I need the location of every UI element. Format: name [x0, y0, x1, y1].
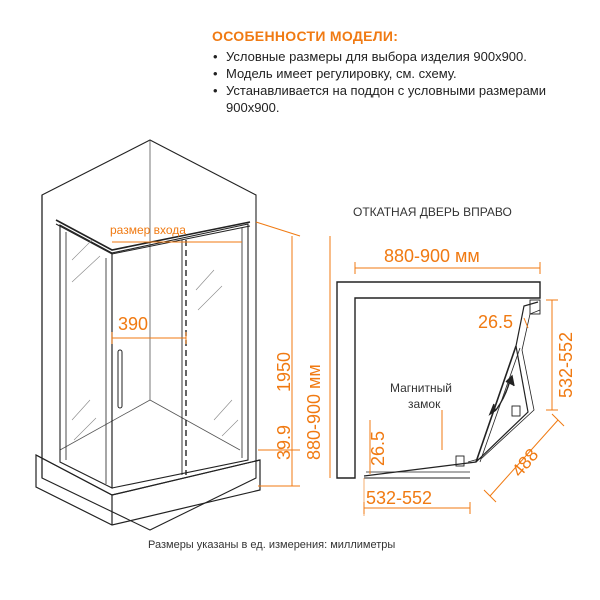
entry-size-label: размер входа	[110, 223, 186, 237]
sliding-direction-arrow-icon	[490, 376, 514, 414]
left-dimension-lines	[112, 222, 300, 486]
shower-3d-view	[36, 140, 260, 530]
features-title: ОСОБЕННОСТИ МОДЕЛИ:	[212, 28, 399, 44]
entry-width-value: 390	[118, 314, 149, 334]
plan-view-title: ОТКАТНАЯ ДВЕРЬ ВПРАВО	[353, 205, 512, 219]
lock-label-line1: Магнитный	[390, 381, 452, 395]
depth-range-value: 880-900 мм	[304, 364, 324, 460]
height-value: 1950	[274, 351, 294, 392]
feature-item: • Модель имеет регулировку, см. схему.	[226, 65, 592, 82]
gap-top-value: 26.5	[478, 312, 514, 332]
units-footnote: Размеры указаны в ед. измерения: миллиметры	[148, 539, 396, 551]
feature-item: • Условные размеры для выбора изделия 900x900.	[226, 48, 592, 65]
feature-item: • Устанавливается на поддон с условными размерами 900x900.	[226, 82, 592, 116]
side-top-value: 532-552	[556, 331, 576, 398]
width-range-value: 880-900 мм	[384, 246, 480, 266]
side-bottom-value: 532-552	[366, 488, 433, 508]
lock-label-line2: замок	[408, 397, 441, 411]
diagonal-value: 488	[507, 444, 543, 481]
gap-left-value: 26.5	[368, 430, 388, 466]
base-height-value: 39.9	[274, 424, 294, 460]
